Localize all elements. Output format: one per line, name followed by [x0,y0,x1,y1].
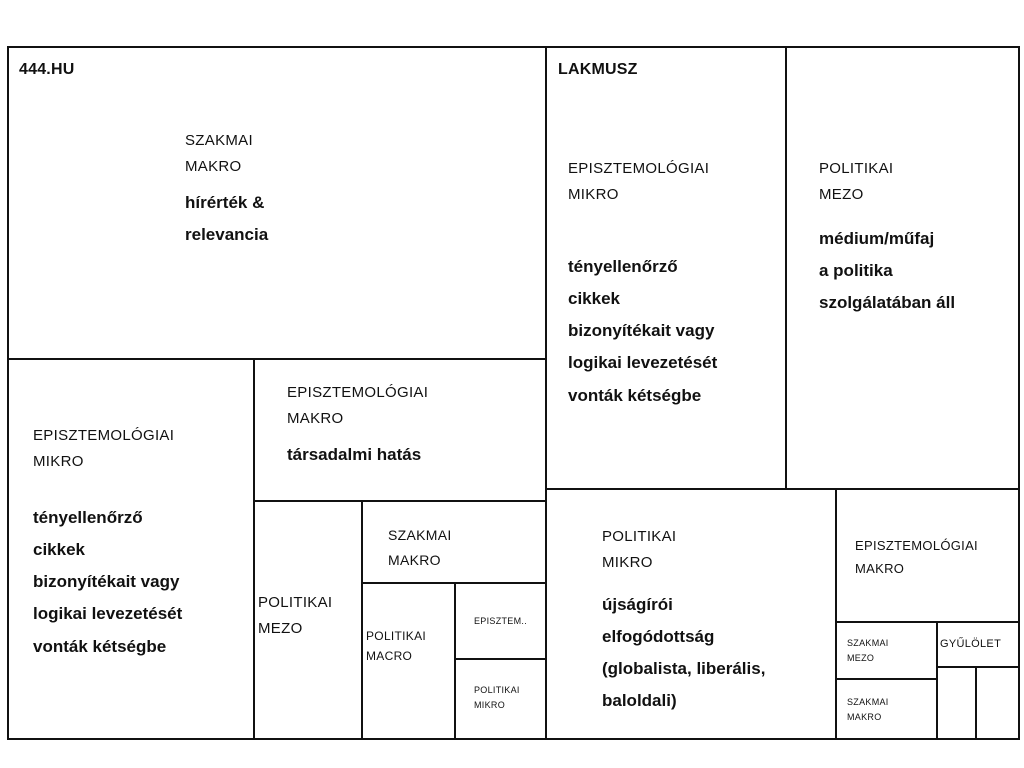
cell-tag-line: EPISZTEMOLÓGIAI [287,384,429,401]
cell-tag-line: MACRO [366,649,413,664]
cell-description-line: társadalmi hatás [287,444,422,464]
cell-text [847,695,889,726]
cell-tag-line: MAKRO [388,551,441,568]
treemap-cell [361,500,547,584]
treemap-cell [7,46,548,360]
cell-text [819,156,955,319]
cell-text [258,590,332,643]
treemap-cell [975,666,1020,740]
cell-description-line: elfogódottság [602,626,715,646]
treemap-cell [936,621,1020,668]
cell-text [855,535,978,581]
treemap-cell [545,46,787,490]
cell-description-line: cikkek [33,539,85,559]
cell-text [474,614,527,629]
treemap-cell [253,500,363,740]
cell-tag-line: MAKRO [847,712,882,723]
cell-tag-line: MIKRO [474,700,506,711]
cell-text [33,423,182,663]
treemap-cell [361,582,456,740]
cell-description-line: szolgálatában áll [819,293,956,313]
cell-tag-line: MEZO [258,620,303,638]
cell-description-line: cikkek [568,288,620,308]
cell-description-line: médium/műfaj [819,228,935,248]
cell-text [366,626,426,667]
cell-tag-line: SZAKMAI [388,527,452,543]
cell-tag-line: EPISZTEMOLÓGIAI [33,427,175,444]
cell-description-line: bizonyítékait vagy [33,572,180,592]
cell-description [568,251,717,412]
treemap-cell [835,488,1020,623]
cell-text [185,128,268,251]
cell-description-line: tényellenőrző [33,507,143,527]
cell-description-line: a politika [819,260,893,280]
cell-tag-line: MAKRO [855,560,905,576]
cell-tag-line: GYŰLÖLET [940,638,1002,650]
cell-tag-line: EPISZTEMOLÓGIAI [568,160,710,177]
cell-description-line: újságírói [602,594,673,614]
cell-text [388,523,452,572]
cell-text [287,380,428,471]
cell-tag-line: POLITIKAI [819,160,894,177]
treemap-cell [7,358,255,740]
cell-tag-line: POLITIKAI [602,528,677,545]
cell-text [940,635,1001,654]
cell-tag-line: SZAKMAI [185,132,253,149]
cell-tag-line: MIKRO [568,186,619,204]
cell-tag-line: MIKRO [602,554,653,572]
cell-description [287,439,428,471]
cell-description-line: tényellenőrző [568,256,678,276]
cell-description [819,223,955,320]
cell-description-line: bizonyítékait vagy [568,321,715,341]
cell-description-line: vonták kétségbe [33,636,167,656]
treemap-cell [785,46,1020,490]
cell-description-line: baloldali) [602,691,677,711]
cell-tag-line: MIKRO [33,453,84,471]
cell-tag-line: POLITIKAI [474,685,520,695]
cell-description [602,589,765,718]
cell-description-line: hírérték & [185,192,265,212]
cell-tag-line: MAKRO [287,410,344,428]
cell-tag-line: MAKRO [185,158,242,176]
treemap-cell [545,488,837,740]
group-title: LAKMUSZ [558,61,638,78]
treemap-cell [454,658,547,740]
cell-description-line: relevancia [185,224,269,244]
treemap-cell [835,621,938,680]
cell-tag-line: EPISZTEM.. [474,616,528,626]
cell-tag-line: POLITIKAI [366,629,427,643]
cell-tag-line: SZAKMAI [847,697,889,707]
cell-text [568,156,717,412]
cell-description-line: logikai levezetését [568,353,718,373]
treemap-cell [835,678,938,740]
cell-tag-line: MEZO [847,653,875,664]
treemap-cell [454,582,547,660]
cell-description-line: vonták kétségbe [568,385,702,405]
cell-description-line: (globalista, liberális, [602,659,766,679]
group-title: 444.HU [19,61,75,78]
cell-tag-line: EPISZTEMOLÓGIAI [855,538,978,553]
cell-tag-line: POLITIKAI [258,594,333,611]
cell-description [33,502,182,663]
cell-tag-line: SZAKMAI [847,638,889,648]
cell-description-line: logikai levezetését [33,604,183,624]
cell-text [474,683,520,714]
cell-tag-line: MEZO [819,186,864,204]
treemap-cell [936,666,977,740]
cell-text [602,524,765,718]
cell-description [185,187,268,252]
cell-text [847,636,889,667]
treemap-cell [253,358,547,502]
